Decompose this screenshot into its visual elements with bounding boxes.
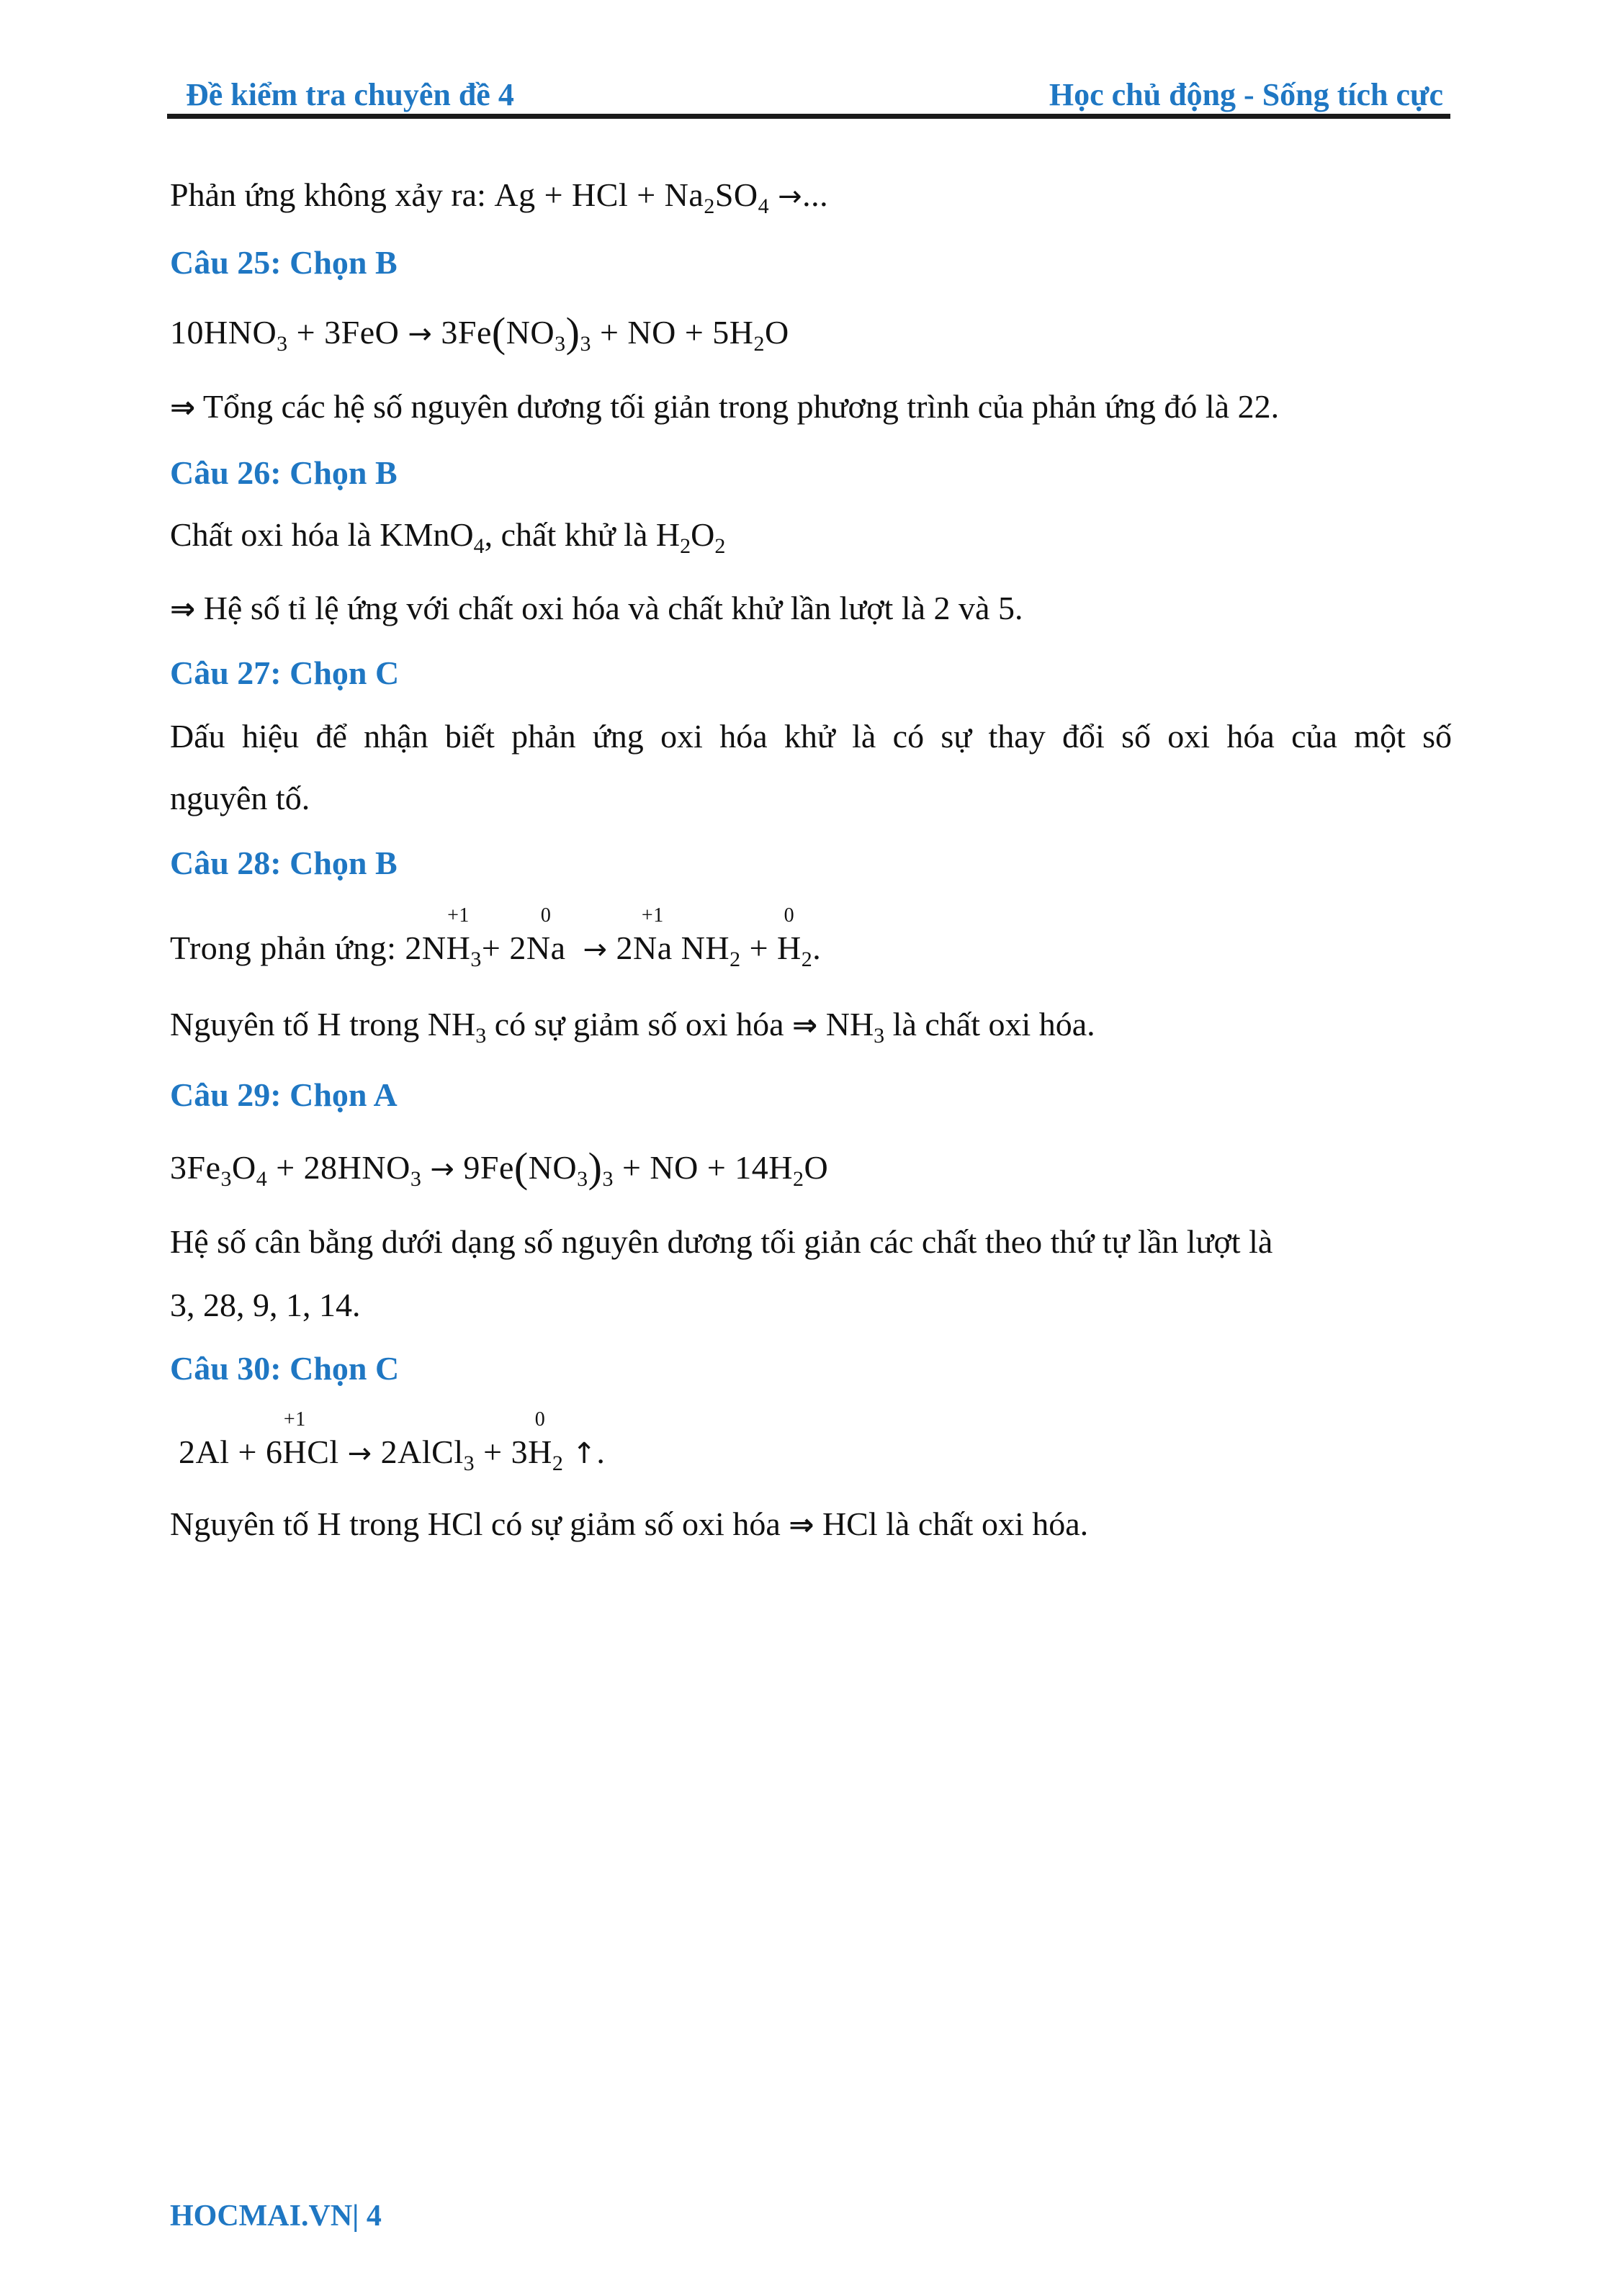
equation-25: $10HNO_3 + 3FeO \to 3Fe(NO_3)_3$ + NO + $5H_2O$	[170, 309, 789, 356]
implies-arrow-icon: ⇒	[170, 390, 196, 425]
question-26-agents: Chất oxi hóa là KMnO$_4$, chất khử là $H_2O_2$	[170, 516, 726, 558]
equation-30: 2Al + 6 +1 HCl → 2AlCl$_3$ + 3 0 $H_2$ ↑.	[179, 1408, 606, 1475]
oxidation-state-h2: 0 H	[528, 1408, 552, 1470]
oxidation-state-na: 0 Na	[526, 904, 566, 966]
no-reaction-line	[170, 176, 829, 218]
footer-page-label: HOCMAI.VN| 4	[170, 2200, 382, 2233]
question-28-heading: Câu 28: Chọn B	[170, 845, 398, 881]
implies-arrow-icon: ⇒	[170, 591, 196, 626]
oxidation-state-h: +1 H	[446, 904, 471, 966]
question-27-text-line2: nguyên tố.	[170, 780, 310, 816]
reaction-arrow: →	[408, 318, 433, 351]
header-title: Đề kiểm tra chuyên đề 4	[186, 77, 514, 112]
gas-up-arrow-icon: ↑	[572, 1437, 597, 1470]
question-29-heading: Câu 29: Chọn A	[170, 1076, 398, 1113]
question-26-heading: Câu 26: Chọn B	[170, 454, 398, 491]
question-25-conclusion: ⇒ Tổng các hệ số nguyên dương tối giản trong phương trình của phản ứng đó là 22.	[170, 388, 1280, 425]
equation-ag-hcl: Ag + HCl + $Na_2SO_4$ →...	[494, 176, 829, 218]
reaction-arrow: →	[583, 933, 608, 966]
oxidation-state-h: +1 H	[282, 1408, 308, 1470]
reaction-arrow: →	[778, 180, 803, 213]
equation-29: $3Fe_3O_4 + 28HNO_3 \to 9Fe(NO_3)_3$ + NO + $14H_2O$	[170, 1144, 829, 1191]
implies-arrow-icon: ⇒	[789, 1507, 814, 1542]
no-reaction-text: Phản ứng không xảy ra:	[170, 176, 486, 213]
equation-28: Trong phản ứng: 2N +1 $H_3+ 2$ 0 Na → 2 +1 Na $NH_2$ + 0 $H_2$.	[170, 904, 822, 971]
question-27-text-line1: Dấu hiệu để nhận biết phản ứng oxi hóa khử là có sự thay đổi số oxi hóa của một số	[170, 718, 1452, 755]
reaction-arrow: →	[430, 1153, 455, 1186]
oxidation-state-na-product: +1 Na	[633, 904, 673, 966]
question-27-heading: Câu 27: Chọn C	[170, 654, 400, 691]
reaction-arrow: →	[347, 1437, 372, 1470]
oxidation-state-h2: 0 H	[777, 904, 802, 966]
header-slogan: Học chủ động - Sống tích cực	[1049, 77, 1443, 112]
question-30-heading: Câu 30: Chọn C	[170, 1350, 400, 1387]
question-29-text-line1: Hệ số cân bằng dưới dạng số nguyên dương tối giản các chất theo thứ tự lần lượt là	[170, 1223, 1273, 1260]
question-28-conclusion: Nguyên tố H trong $NH_3$ có sự giảm số oxi hóa ⇒ $NH_3$ là chất oxi hóa.	[170, 1006, 1095, 1048]
question-26-conclusion: ⇒ Hệ số tỉ lệ ứng với chất oxi hóa và chất khử lần lượt là 2 và 5.	[170, 590, 1023, 626]
question-30-conclusion: Nguyên tố H trong HCl có sự giảm số oxi hóa ⇒ HCl là chất oxi hóa.	[170, 1505, 1089, 1542]
header-rule	[167, 114, 1450, 119]
question-25-heading: Câu 25: Chọn B	[170, 244, 398, 281]
implies-arrow-icon: ⇒	[792, 1007, 818, 1043]
question-29-text-line2: 3, 28, 9, 1, 14.	[170, 1287, 361, 1323]
